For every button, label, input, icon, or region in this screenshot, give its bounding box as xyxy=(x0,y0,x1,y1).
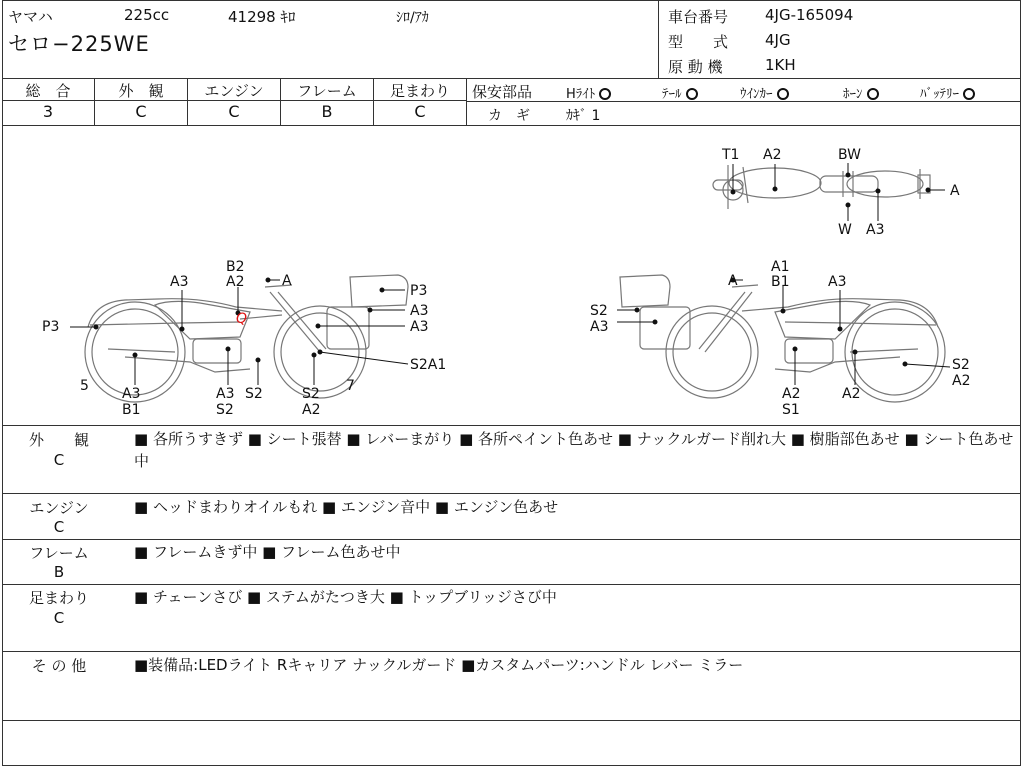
grid-line xyxy=(2,125,1021,126)
grade-label-exterior: 外 観 xyxy=(118,82,164,100)
mark-label: 5 xyxy=(80,378,89,394)
mark-label: T1 xyxy=(722,147,740,163)
grid-line xyxy=(2,584,1021,585)
section-grade-engine: C xyxy=(53,518,65,536)
grade-label-engine: エンジン xyxy=(204,82,264,100)
safety-item-headlight: Hﾗｲﾄ xyxy=(566,83,611,102)
mark-label: B2 xyxy=(226,259,245,275)
mark-label: A1 xyxy=(771,259,790,275)
mark-label: A3 xyxy=(590,319,609,335)
section-title-exterior: 外 観 xyxy=(28,431,89,449)
frame-no: 4JG-165094 xyxy=(765,6,854,24)
section-text-exterior: ■ 各所うすきず ■ シート張替 ■ レバーまがり ■ 各所ペイント色あせ ■ ナックルガード削れ大 ■ 樹脂部色あせ ■ シート色あせ中 xyxy=(134,430,1014,470)
mark-label: A2 xyxy=(226,274,245,290)
grid-line xyxy=(466,78,467,125)
mark-label: A xyxy=(282,273,292,289)
mark-label: S2 xyxy=(302,386,320,402)
ok-circle-icon xyxy=(963,88,975,100)
damage-diagram xyxy=(0,127,1024,425)
ok-circle-icon xyxy=(867,88,879,100)
maker: ヤマハ xyxy=(8,8,53,26)
mark-label: S2 xyxy=(216,402,234,418)
top-view-bike xyxy=(713,165,930,209)
grade-value-exterior: C xyxy=(135,102,147,121)
mark-label: S2 xyxy=(590,303,608,319)
section-title-engine: エンジン xyxy=(29,499,89,517)
section-title-frame: フレーム xyxy=(29,544,89,562)
mark-label: P3 xyxy=(410,283,428,299)
color: ｼﾛ/ｱｶ xyxy=(396,10,429,26)
mark-label: A3 xyxy=(410,319,429,335)
mark-label: W xyxy=(838,222,852,238)
header-divider xyxy=(658,0,659,78)
mark-label: A2 xyxy=(302,402,321,418)
mark-label: A2 xyxy=(782,386,801,402)
mark-label: A3 xyxy=(410,303,429,319)
mark-label: B1 xyxy=(122,402,141,418)
engine-value: 1KH xyxy=(765,56,796,74)
mark-label: A3 xyxy=(828,274,847,290)
mark-label: A2 xyxy=(952,373,971,389)
mark-label: A3 xyxy=(216,386,235,402)
mark-label: A3 xyxy=(170,274,189,290)
mark-label: B1 xyxy=(771,274,790,290)
mark-label: P3 xyxy=(42,319,60,335)
mark-label: S2 xyxy=(245,386,263,402)
grade-label-frame: フレーム xyxy=(297,82,357,100)
ok-circle-icon xyxy=(777,88,789,100)
left-side-bike xyxy=(85,275,408,402)
grade-label-suspension: 足まわり xyxy=(389,82,450,100)
grid-line xyxy=(2,720,1021,721)
mark-label: A2 xyxy=(842,386,861,402)
section-text-other: ■装備品:LEDライト Rキャリア ナックルガード ■カスタムパーツ:ハンドル レバー ミラー xyxy=(134,656,744,674)
grid-line xyxy=(2,493,1021,494)
mark-label: A2 xyxy=(763,147,782,163)
grid-line xyxy=(2,78,1021,79)
type-label: 型 式 xyxy=(668,33,729,51)
grid-line xyxy=(2,539,1021,540)
ok-circle-icon xyxy=(599,88,611,100)
mark-label: S2A1 xyxy=(410,357,447,373)
section-title-suspension: 足まわり xyxy=(28,589,89,607)
mark-label: S1 xyxy=(782,402,800,418)
section-text-suspension: ■ チェーンさび ■ ステムがたつき大 ■ トップブリッジさび中 xyxy=(134,588,557,606)
mark-label: S2 xyxy=(952,357,970,373)
mark-label: 7 xyxy=(346,378,355,394)
grade-value-suspension: C xyxy=(414,102,426,121)
mark-label: A3 xyxy=(122,386,141,402)
section-grade-frame: B xyxy=(53,563,65,581)
frame-no-label: 車台番号 xyxy=(668,8,729,26)
mark-label: A xyxy=(950,183,960,199)
grid-line xyxy=(2,425,1021,426)
grade-label-overall: 総 合 xyxy=(25,82,71,100)
section-grade-suspension: C xyxy=(53,609,65,627)
model-name: セロ−225WE xyxy=(8,32,150,56)
key-value: ｶｷﾞ 1 xyxy=(566,108,601,124)
mark-label: A xyxy=(728,273,738,289)
mark-label: BW xyxy=(838,147,861,163)
ok-circle-icon xyxy=(686,88,698,100)
grade-value-frame: B xyxy=(321,102,333,121)
safety-item-winker: ｳｲﾝｶｰ xyxy=(740,83,789,102)
type-value: 4JG xyxy=(765,31,791,49)
safety-item-battery: ﾊﾞｯﾃﾘｰ xyxy=(920,83,975,102)
safety-item-tail: ﾃｰﾙ xyxy=(662,83,698,102)
mark-label: A3 xyxy=(866,222,885,238)
mileage: 41298 ｷﾛ xyxy=(228,8,296,26)
grid-line xyxy=(2,651,1021,652)
section-title-other: そ の 他 xyxy=(31,657,87,675)
grade-value-engine: C xyxy=(228,102,240,121)
key-label: カ ギ xyxy=(488,108,530,124)
section-grade-exterior: C xyxy=(53,451,65,469)
grade-value-overall: 3 xyxy=(42,102,54,121)
mark-label: Q xyxy=(236,311,248,327)
safety-title: 保安部品 xyxy=(472,83,533,101)
displacement: 225cc xyxy=(124,6,170,24)
section-text-frame: ■ フレームきず中 ■ フレーム色あせ中 xyxy=(134,543,401,561)
safety-item-horn: ﾎｰﾝ xyxy=(843,83,879,102)
section-text-engine: ■ ヘッドまわりオイルもれ ■ エンジン音中 ■ エンジン色あせ xyxy=(134,498,559,516)
engine-label: 原 動 機 xyxy=(668,58,723,76)
